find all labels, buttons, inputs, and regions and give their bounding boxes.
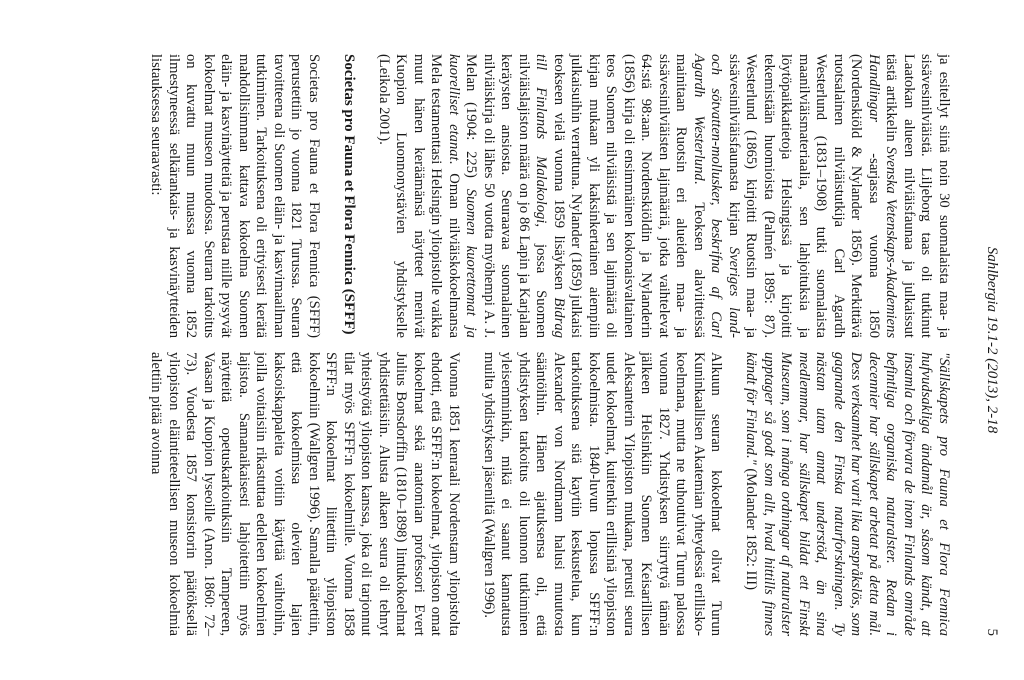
title-svenska-vetenskaps: Svenska Vetenskaps-Akademiens Handlingar: [866, 54, 900, 339]
running-head: [976, 0, 1000, 680]
text-run: , jossa Suomen nilviäislajiston määrä on jo 86 Lapin ja Karjalan keräysten ansiosta. Seuraavaa suomalainen nilviäiskirja oli lähes 50 vuotta myöhempi A. J. Melan (1904: 225): [463, 54, 550, 338]
title-sveriges-land: Sveriges land- och sötvatten-mollusker, beskrifna af Carl Agardh Westerlund: [691, 54, 742, 338]
left-paragraph-2: Societas pro Fauna et Flora Fennica (SFFF) perustettiin jo vuonna 1821 Turussa. Seuran tavoitteena oli Suomen eläin- ja kasvimaailman tutkiminen. Tarkoituksena oli erityisesti kerätä mahdollisimman kattava kokoelma Suomen eläin- ja kasvinäytteitä ja perustaa niille pysyvät kokoelmat museon muodossa. Seuran tarkoitus on kuvattu muun muassa vuonna 1852 ilmestyneessä selkärankais- ja kasvinäytteiden listauksessa seuraavasti:: [148, 54, 322, 338]
title-suomen-kuorettomat: Suomen kuorettomat ja kuorelliset etanat: [446, 54, 480, 338]
quote-citation: (Molander 1852: III): [743, 464, 760, 590]
text-run: . Oman nilviäiskokoelmansa Mela testamenttasi Helsingin yliopistolle vaikka muut hänen keräämänsä näytteet menivät Kuopion Luonnonystävien yhdistykselle (Leikola 2001).: [376, 54, 462, 338]
right-paragraph-2: Vuonna 1851 kenraali Nordenstam yliopistolta ehdotti, että SFFF:n kokoelmat, yliopiston omat kokoelmat sekä anatomian professori Evert Julius Bonsdorffin (1810–1898) lintukokoelmat yhdistettäisiin. Alusta alkaen seura oli tehnyt yhteistyötä yliopiston kanssa, joka oli tarjonnut tilat myös SFFF:n kokoelmille. Vuonna 1858 SFFF:n kokoelmat liitettiin yliopiston kokoelmiin (Wallgren 1996). Samalla päätettiin, että kokoelmissa olevien lajien kaksoiskappaleita voitiin käyttää vaihtoihin, joilla voitaisiin rikastuttaa edelleen kokoelmien lajistoa. Samanaikaisesti lahjoitettiin myös näytteitä opetuskarkoituksiin Tampereen, Vaasan ja Kuopion lyseoille (Anon. 1860: 72–73). Vuodesta 1857 konsistorin päätöksellä yliopiston eläintieteellisen museon kokoelmia alettiin pitää avoinna: [148, 352, 462, 636]
left-paragraph-1: [375, 54, 953, 338]
block-quote: [742, 352, 952, 636]
section-heading: Societas pro Fauna et Flora Fennica (SFFF): [341, 54, 357, 335]
left-column: [147, 54, 952, 338]
text-run: -sarjassa vuonna 1850 (Nordenskiöld & Nylander 1856). Merkittävä ruotsalainen nilviäistutkija Carl Agardh Westerlund (1831–1908) tutki suomalaista maanilviäismateriaalia, sen lahjoituksia ja löytöpaikkatietoja Helsingissä ja kirjoitti tekemistään huomioista (Palmén 1895: 87). Westerlund (1865) kirjoitti Ruotsin maa- ja sisävesinilviäisfaunasta kirjan: [726, 54, 882, 338]
page-number: 5: [984, 628, 1000, 636]
text-run: ja esitellyt siinä noin 30 suomalaista maa- ja sisävesinilviäistä. Liljeborg taas oli tutkinut Laatokan alueen nilviäisfaunaa ja julkaissut tästä artikkelin: [883, 54, 952, 338]
right-paragraph-1: Alkuun seuran kokoelmat olivat Turun Kuninkaallisen Akatemian yhteydessä erillisko-koelmana, mutta ne tuhoutuivat Turun palossa vuonna 1827. Yhdistyksen siirryttyä tämän jälkeen Helsinkiin Suomen Keisarillisen Aleksanterin Yliopiston mukana, perusti seura uudet kokoelmat, kuitenkin erillisinä yliopiston kokoelmista. 1840-luvun lopussa SFFF:n tarkoituksena sitä kaytiin keskustelua, kun Alexander von Nordmann halusi muutosta sääntöihin. Hänen ajatuksensa oli, että yhdistyksen tarkoitus oli luonnon tutkiminen yleisemminkin, mikä ei saanut kannatusta muilta yhdistyksen jäseniltä (Wallgren 1996).: [481, 352, 725, 636]
text-run: . Teoksen alaviitteissä mainitaan Ruotsin eri alueiden maa- ja sisävesinilviäisten lajimääriä, jotka vaihtelevat 64:stä 98:aan. Nordenskiöldin ja Nylanderin (1856) kirja oli ensimmäinen kokonaisvaltainen teos Suomen nilviäisistä ja sen lajimäärä oli kirjan mukaan yli kaksinkertainen aiempiin julkaisuihin verrattuna. Nylander (1859) julkaisi teokseen vielä vuonna 1859 lisäyksen: [551, 54, 707, 338]
title-bidrag: Bidrag till Finlands Malakologi: [533, 54, 567, 338]
right-column: [147, 352, 952, 636]
quote-text: "Sällskapets pro Fauna et Flora Fennica hufvudsakliga ändamål är, såsom kändt, att insamla och förvara de inom Finlands område befintliga organiska naturalster. Redan i decennier har sällskapet arbetat på detta mål. Dess verksamhet har varit lika anspråkslös, som gagnande den Finska naturforskningen. Ty nästan utan annat understöd, än sina medlemmar, har sällskapet bildat ett Finskt Museum, som i många ordningar af naturalster upptager så godt som allt, hvad hittills finnes kändt för Finland.": [743, 352, 952, 636]
running-title: Sahlbergia 19.1-2 (2013), 2-18: [984, 246, 1000, 434]
